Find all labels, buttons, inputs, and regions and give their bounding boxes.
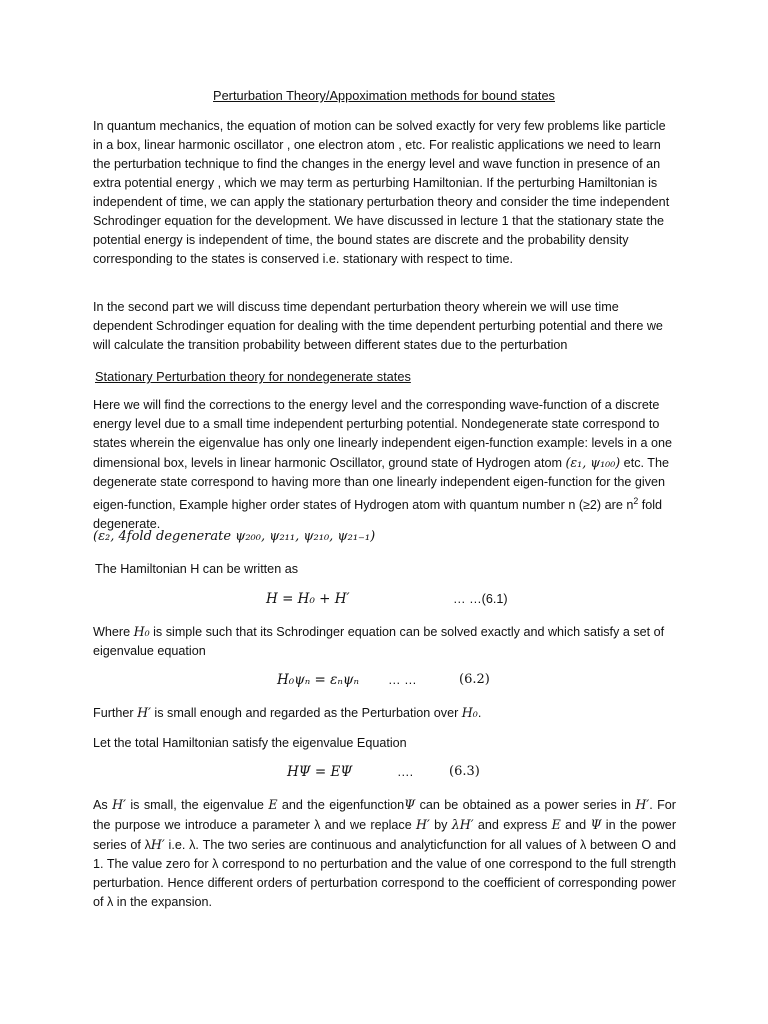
final-text-8: and [560, 818, 591, 832]
final-math-5: H′ [416, 817, 430, 832]
equation-6-2: H₀ψₙ = εₙψₙ [277, 672, 359, 688]
intro-paragraph: In quantum mechanics, the equation of motion can be solved exactly for very few problems like particle in a box, linear harmonic oscillator , one electron atom , etc. For realistic applications we need to learn the perturbation technique to find the changes in the energy level and wave function in presence of an extra potential energy , which we may term as perturbing Hamiltonian. If the perturbing Hamiltonian is independent of time, we can apply the stationary perturbation theory and consider the time independent Schrodinger equation for the development. We have discussed in lecture 1 that the stationary state the potential energy is independent of time, the bound states are discrete and the probability density corresponding to the states is conserved i.e. stationary with respect to time. [93, 119, 670, 266]
nondeg-text-1: Here we will find the corrections to the energy level and the corresponding wave-function of a discrete energy level due to a small time independent perturbing potential. Nondegenerate state correspond to states wherein the eigenvalue has only one linearly independent eigen-function example: levels in a one dimensional box, levels in linear harmonic Oscillator, ground state of Hydrogen atom [93, 398, 672, 470]
equation-6-3-label: (6.3) [449, 764, 480, 779]
page-title: Perturbation Theory/Appoximation methods for bound states [213, 88, 555, 103]
nondeg-text-3: fold degenerate. [93, 498, 663, 532]
power-series-paragraph [93, 795, 676, 912]
final-text-10: i.e. λ. The two series are continuous and analyticfunction for all values of λ between O and 1. The value zero for λ correspond to no perturbation and the value of one correspond to the full strength perturbation. Hence different orders of perturbation correspond to the coefficient of corresponding power of λ in the expansion. [93, 838, 676, 909]
further-math-2: H₀ [461, 705, 478, 720]
final-text-4: can be obtained as a power series in [415, 798, 636, 812]
equation-6-1: H = H₀ + H′ [266, 591, 350, 607]
final-text-9: in the power series of λ [93, 818, 677, 852]
where-text-1: Where [93, 625, 134, 639]
nondeg-superscript: 2 [633, 496, 639, 506]
final-text-3: and the eigenfunction [277, 798, 405, 812]
final-math-9: H′ [150, 837, 165, 852]
final-text-5: . For the purpose we introduce a parameter λ and we replace [93, 798, 676, 832]
equation-6-2-label: (6.2) [459, 672, 490, 687]
final-math-4: H′ [635, 797, 650, 812]
further-text-3: . [477, 706, 482, 720]
final-math-3: Ψ [404, 797, 416, 812]
let-total-paragraph: Let the total Hamiltonian satisfy the eigenvalue Equation [93, 736, 407, 750]
hamiltonian-intro: The Hamiltonian H can be written as [95, 562, 298, 576]
nondegenerate-paragraph [93, 396, 676, 534]
final-text-6: by [429, 818, 452, 832]
further-math-1: H′ [137, 705, 151, 720]
second-part-paragraph: In the second part we will discuss time dependant perturbation theory wherein we will use time dependent Schrodinger equation for dealing with the time dependent perturbing potential and there we will calculate the transition probability between different states due to the perturbation [93, 300, 663, 352]
where-math: H₀ [133, 624, 150, 639]
equation-6-1-label: … …(6.1) [453, 592, 508, 606]
further-paragraph [93, 703, 676, 723]
nondeg-math-1: (ε₁, ψ₁₀₀) [565, 455, 621, 470]
final-text-1: As [93, 798, 113, 812]
final-math-8: Ψ [590, 817, 602, 832]
where-paragraph [93, 622, 676, 661]
final-math-2: E [268, 797, 278, 812]
nondeg-text-2: etc. The degenerate state correspond to having more than one linearly independent eigen-function for the given eigen-function, Example higher order states of Hydrogen atom with quantum number n (≥2) are n [93, 456, 669, 513]
where-text-2: is simple such that its Schrodinger equation can be solved exactly and which satisfy a set of eigenvalue equation [93, 625, 665, 658]
equation-6-3-dots: …. [397, 765, 414, 779]
further-text-1: Further [93, 706, 138, 720]
equation-6-3: HΨ = EΨ [287, 764, 353, 780]
final-math-6: λH′ [451, 817, 474, 832]
equation-6-2-dots: … … [388, 673, 417, 687]
final-text-7: and express [473, 818, 552, 832]
degenerate-states-math: (ε₂, 4fold degenerate ψ₂₀₀, ψ₂₁₁, ψ₂₁₀, ψ₂₁₋₁) [93, 529, 376, 544]
section-heading: Stationary Perturbation theory for nondegenerate states [95, 369, 411, 384]
further-text-2: is small enough and regarded as the Perturbation over [150, 706, 462, 720]
final-text-2: is small, the eigenvalue [125, 798, 269, 812]
final-math-1: H′ [112, 797, 126, 812]
final-math-7: E [551, 817, 561, 832]
